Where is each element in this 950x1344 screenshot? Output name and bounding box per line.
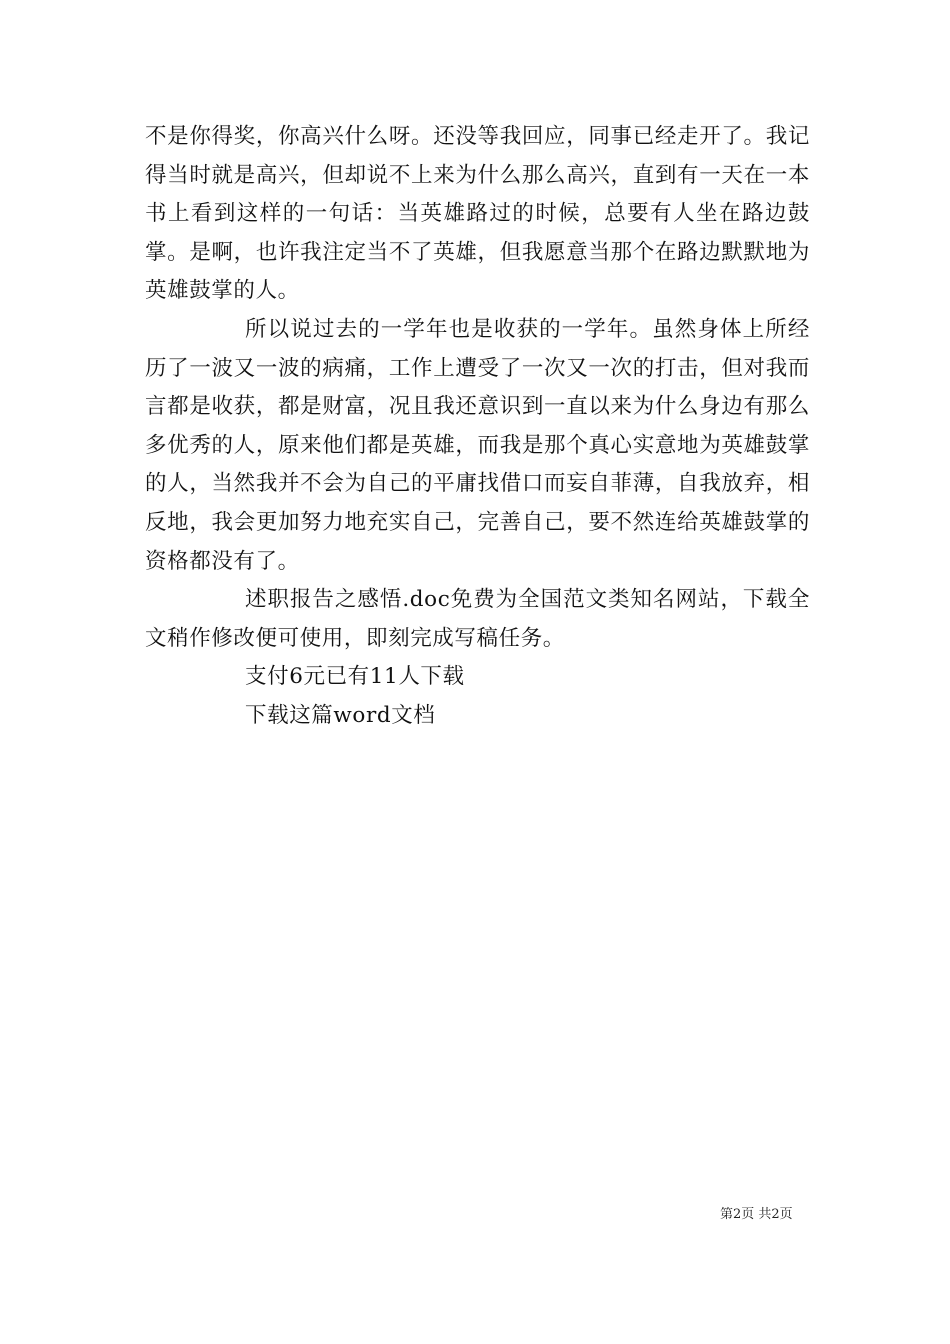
download-info-line[interactable] xyxy=(145,658,810,697)
download-info-text[interactable]: 支付6元已有11人下载 xyxy=(245,664,465,690)
paragraph-3: 述职报告之感悟.doc免费为全国范文类知名网站，下载全文稍作修改便可使用，即刻完成写稿任务。 xyxy=(145,587,810,651)
document-body xyxy=(145,118,810,736)
download-link-line[interactable] xyxy=(145,697,810,736)
paragraph-1: 不是你得奖，你高兴什么呀。还没等我回应，同事已经走开了。我记得当时就是高兴，但却说不上来为什么那么高兴，直到有一天在一本书上看到这样的一句话：当英雄路过的时候，总要有人坐在路边鼓掌。是啊，也许我注定当不了英雄，但我愿意当那个在路边默默地为英雄鼓掌的人。 xyxy=(145,124,810,304)
page-indicator: 第2页 共2页 xyxy=(720,1207,793,1222)
paragraph-2: 所以说过去的一学年也是收获的一学年。虽然身体上所经历了一波又一波的病痛，工作上遭受了一次又一次的打击，但对我而言都是收获，都是财富，况且我还意识到一直以来为什么身边有那么多优秀的人，原来他们都是英雄，而我是那个真心实意地为英雄鼓掌的人，当然我并不会为自己的平庸找借口而妄自菲薄，自我放弃，相反地，我会更加努力地充实自己，完善自己，要不然连给英雄鼓掌的资格都没有了。 xyxy=(145,316,810,574)
download-word-link[interactable]: 下载这篇word文档 xyxy=(245,702,436,728)
